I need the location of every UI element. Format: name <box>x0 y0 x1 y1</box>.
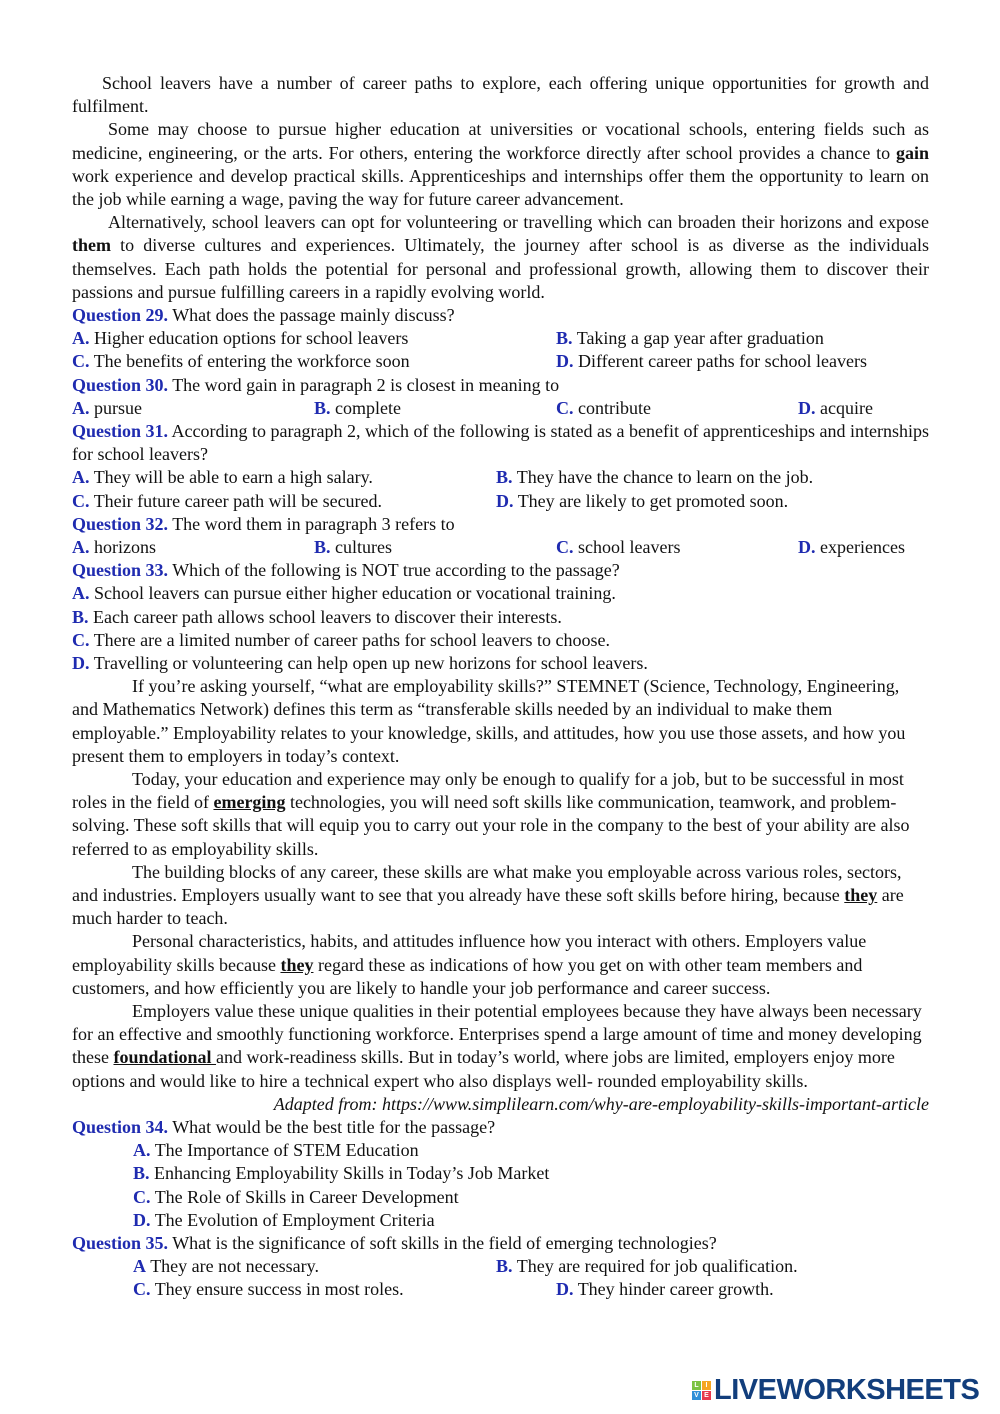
answer-row <box>72 466 929 489</box>
option-text: The Importance of STEM Education <box>154 1140 419 1161</box>
questions-34-35 <box>72 1116 929 1302</box>
option-letter: B. <box>72 606 89 627</box>
question-stem <box>72 304 929 327</box>
questions-29-33 <box>72 304 929 675</box>
option-text: Taking a gap year after graduation <box>576 328 824 349</box>
answer-row <box>72 1162 929 1185</box>
option-letter: B. <box>496 1256 513 1277</box>
paragraph <box>72 1000 929 1093</box>
question-stem <box>72 374 929 397</box>
worksheet-content <box>72 72 929 1302</box>
option-letter: C. <box>556 536 574 557</box>
option-letter: C. <box>72 629 90 650</box>
option-letter: A <box>133 1256 146 1277</box>
highlighted-word: gain <box>895 142 929 163</box>
option-text: There are a limited number of career paths for school leavers to choose. <box>93 629 610 650</box>
question-text: What is the significance of soft skills in the field of emerging technologies? <box>168 1232 717 1253</box>
answer-option-d[interactable] <box>798 397 873 420</box>
option-letter: C. <box>556 397 574 418</box>
option-text: contribute <box>578 397 651 418</box>
option-text: School leavers can pursue either higher education or vocational training. <box>94 583 616 604</box>
highlighted-word: them <box>72 235 111 256</box>
answer-row <box>72 1186 929 1209</box>
answer-row <box>72 397 929 420</box>
option-text: They are likely to get promoted soon. <box>517 490 789 511</box>
answer-option-a[interactable] <box>133 1139 419 1162</box>
answer-option-b[interactable] <box>556 327 824 350</box>
paragraph <box>72 72 929 118</box>
paragraph <box>72 861 929 931</box>
option-letter: D. <box>496 490 514 511</box>
answer-option-a[interactable] <box>72 397 142 420</box>
answer-option-c[interactable] <box>133 1278 404 1301</box>
paragraph-text: Some may choose to pursue higher education at universities or vocational schools, entering fields such as medicine, engineering, or the arts. For others, entering the workforce directly after school provides a chance to <box>72 119 929 163</box>
paragraph-text: to diverse cultures and experiences. Ultimately, the journey after school is as diverse as the individuals themselves. Each path holds the potential for personal and professional growth, allowing them to discover their passions and pursue fulfilling careers in a rapidly evolving world. <box>72 235 929 302</box>
option-letter: D. <box>798 397 816 418</box>
option-text: They hinder career growth. <box>577 1279 774 1300</box>
option-letter: C. <box>133 1186 151 1207</box>
answer-option-a[interactable] <box>72 466 373 489</box>
question-number: Question 30. <box>72 374 169 395</box>
option-text: complete <box>335 397 401 418</box>
answer-option-d[interactable] <box>72 652 648 675</box>
paragraph-text: Today, your education and experience may only be enough to qualify for a job, but to be successful in most roles in the field of <box>72 768 904 813</box>
paragraph <box>72 211 929 304</box>
answer-option-c[interactable] <box>72 350 410 373</box>
answer-option-d[interactable] <box>556 350 867 373</box>
option-letter: D. <box>556 1279 574 1300</box>
paragraph-text: regard these as indications of how you get on with other team members and customers, and how efficiently you are likely to handle your job performance and career success. <box>72 954 863 998</box>
answer-option-a[interactable] <box>72 327 408 350</box>
option-letter: B. <box>496 467 513 488</box>
logo-tile: I <box>702 1381 711 1390</box>
option-letter: D. <box>72 652 90 673</box>
answer-option-c[interactable] <box>72 490 382 513</box>
liveworksheets-logo <box>692 1374 979 1407</box>
question-stem <box>72 559 929 582</box>
logo-tiles-icon <box>692 1381 711 1400</box>
logo-tile: L <box>692 1381 701 1390</box>
paragraph <box>72 768 929 861</box>
highlighted-word: they <box>280 954 314 975</box>
option-letter: D. <box>556 351 574 372</box>
paragraph-text: Personal characteristics, habits, and attitudes influence how you interact with others. Employers value employability skills because <box>72 931 867 975</box>
answer-row <box>72 1139 929 1162</box>
option-letter: B. <box>314 397 331 418</box>
paragraph-text: The building blocks of any career, these skills are what make you employable across various roles, sectors, and industries. Employers usually want to see that you already have these soft skills before hiring, because <box>72 861 902 905</box>
answer-option-c[interactable] <box>556 397 651 420</box>
answer-option-d[interactable] <box>133 1209 435 1232</box>
answer-option-b[interactable] <box>72 606 562 629</box>
option-text: They are required for job qualification. <box>516 1256 798 1277</box>
answer-option-c[interactable] <box>556 536 680 559</box>
paragraph <box>72 675 929 768</box>
highlighted-word: foundational <box>113 1047 217 1068</box>
option-text: The Role of Skills in Career Development <box>154 1186 459 1207</box>
answer-row <box>72 1278 929 1301</box>
option-text: They will be able to earn a high salary. <box>93 467 373 488</box>
option-text: The benefits of entering the workforce soon <box>93 351 410 372</box>
option-text: Travelling or volunteering can help open up new horizons for school leavers. <box>93 652 648 673</box>
option-letter: D. <box>133 1209 151 1230</box>
option-letter: C. <box>133 1279 151 1300</box>
question-stem <box>72 1116 929 1139</box>
answer-option-b[interactable] <box>496 1255 798 1278</box>
paragraph-text: technologies, you will need soft skills like communication, teamwork, and problem-solving. These soft skills that will equip you to carry out your role in the company to the best of your ability are also referred to as employability skills. <box>72 792 910 859</box>
answer-row <box>72 606 929 629</box>
answer-option-b[interactable] <box>314 536 392 559</box>
answer-row <box>72 536 929 559</box>
question-text: Which of the following is NOT true according to the passage? <box>168 560 620 581</box>
option-letter: A. <box>72 536 90 557</box>
option-letter: C. <box>72 351 90 372</box>
answer-option-b[interactable] <box>133 1162 549 1185</box>
answer-option-a[interactable] <box>72 582 616 605</box>
answer-option-b[interactable] <box>314 397 401 420</box>
question-stem <box>72 1232 929 1255</box>
option-text: They have the chance to learn on the job. <box>516 467 814 488</box>
option-text: They are not necessary. <box>150 1256 319 1277</box>
answer-row <box>72 350 929 373</box>
question-text: According to paragraph 2, which of the following is stated as a benefit of apprenticeships and internships for school leavers? <box>72 421 929 465</box>
question-stem <box>72 513 929 536</box>
option-letter: A. <box>133 1140 151 1161</box>
highlighted-word: emerging <box>213 792 286 813</box>
answer-option-c[interactable] <box>133 1186 459 1209</box>
question-number: Question 29. <box>72 305 169 326</box>
option-letter: B. <box>314 536 331 557</box>
option-letter: A. <box>72 583 90 604</box>
option-text: Higher education options for school leavers <box>94 328 409 349</box>
option-text: pursue <box>94 397 142 418</box>
answer-option-b[interactable] <box>496 466 813 489</box>
question-number: Question 33. <box>72 560 169 581</box>
logo-tile: E <box>702 1391 711 1400</box>
paragraph <box>72 930 929 1000</box>
paragraph-text: If you’re asking yourself, “what are employability skills?” STEMNET (Science, Technology, Engineering, and Mathematics Network) defines this term as “transferable skills needed by an individual to make them employable.” Employability relates to your knowledge, skills, and attitudes, how you use those assets, and how you present them to employers in today’s context. <box>72 676 906 766</box>
question-text: The word them in paragraph 3 refers to <box>168 513 455 534</box>
answer-row <box>72 1209 929 1232</box>
option-text: Each career path allows school leavers to discover their interests. <box>93 606 562 627</box>
option-letter: B. <box>133 1163 150 1184</box>
answer-row <box>72 629 929 652</box>
option-text: horizons <box>94 536 156 557</box>
passage-2 <box>72 675 929 1093</box>
option-text: They ensure success in most roles. <box>154 1279 404 1300</box>
question-text: What would be the best title for the passage? <box>168 1116 496 1137</box>
option-letter: C. <box>72 490 90 511</box>
option-text: Different career paths for school leavers <box>578 351 868 372</box>
answer-option-d[interactable] <box>556 1278 774 1301</box>
answer-option-c[interactable] <box>72 629 610 652</box>
logo-text: LIVEWORKSHEETS <box>714 1374 980 1406</box>
option-letter: A. <box>72 328 90 349</box>
passage-1 <box>72 72 929 304</box>
answer-option-d[interactable] <box>798 536 905 559</box>
option-letter: B. <box>556 328 573 349</box>
option-letter: A. <box>72 397 90 418</box>
paragraph <box>72 118 929 211</box>
question-number: Question 34. <box>72 1116 169 1137</box>
option-text: The Evolution of Employment Criteria <box>154 1209 435 1230</box>
paragraph-text: Alternatively, school leavers can opt for volunteering or travelling which can broaden their horizons and expose <box>108 212 929 233</box>
question-number: Question 32. <box>72 513 169 534</box>
option-text: Their future career path will be secured. <box>93 490 383 511</box>
answer-option-d[interactable] <box>496 490 788 513</box>
answer-option-a[interactable] <box>72 536 156 559</box>
question-number: Question 31. <box>72 421 169 441</box>
option-text: experiences <box>820 536 905 557</box>
option-letter: D. <box>798 536 816 557</box>
question-text: The word gain in paragraph 2 is closest in meaning to <box>168 374 560 395</box>
answer-row <box>72 652 929 675</box>
option-text: acquire <box>820 397 873 418</box>
logo-tile: V <box>692 1391 701 1400</box>
question-stem <box>72 420 929 466</box>
option-letter: A. <box>72 467 90 488</box>
answer-row <box>72 582 929 605</box>
paragraph-text: are much harder to teach. <box>72 884 904 929</box>
answer-row <box>72 490 929 513</box>
source-citation: Adapted from: https://www.simplilearn.com/why-are-employability-skills-important-article <box>273 1093 929 1114</box>
answer-row <box>72 1255 929 1278</box>
answer-row <box>72 327 929 350</box>
paragraph-text: work experience and develop practical skills. Apprenticeships and internships offer them the opportunity to learn on the job while earning a wage, paving the way for future career advancement. <box>72 165 929 210</box>
highlighted-word: they <box>844 884 878 905</box>
question-text: What does the passage mainly discuss? <box>168 305 455 326</box>
paragraph-text: School leavers have a number of career paths to explore, each offering unique opportunities for growth and fulfilment. <box>72 73 929 117</box>
paragraph-text: Employers value these unique qualities in their potential employees because they have always been necessary for an effective and smoothly functioning workforce. Enterprises spend a large amount of time and money developing these <box>72 1000 922 1068</box>
question-number: Question 35. <box>72 1232 169 1253</box>
answer-option-a[interactable] <box>133 1255 319 1278</box>
paragraph-text: and work-readiness skills. But in today’s world, where jobs are limited, employers enjoy more options and would like to hire a technical expert who also displays well- rounded employability skills. <box>72 1047 895 1091</box>
option-text: cultures <box>335 536 392 557</box>
option-text: Enhancing Employability Skills in Today’s Job Market <box>154 1163 550 1184</box>
option-text: school leavers <box>578 536 681 557</box>
